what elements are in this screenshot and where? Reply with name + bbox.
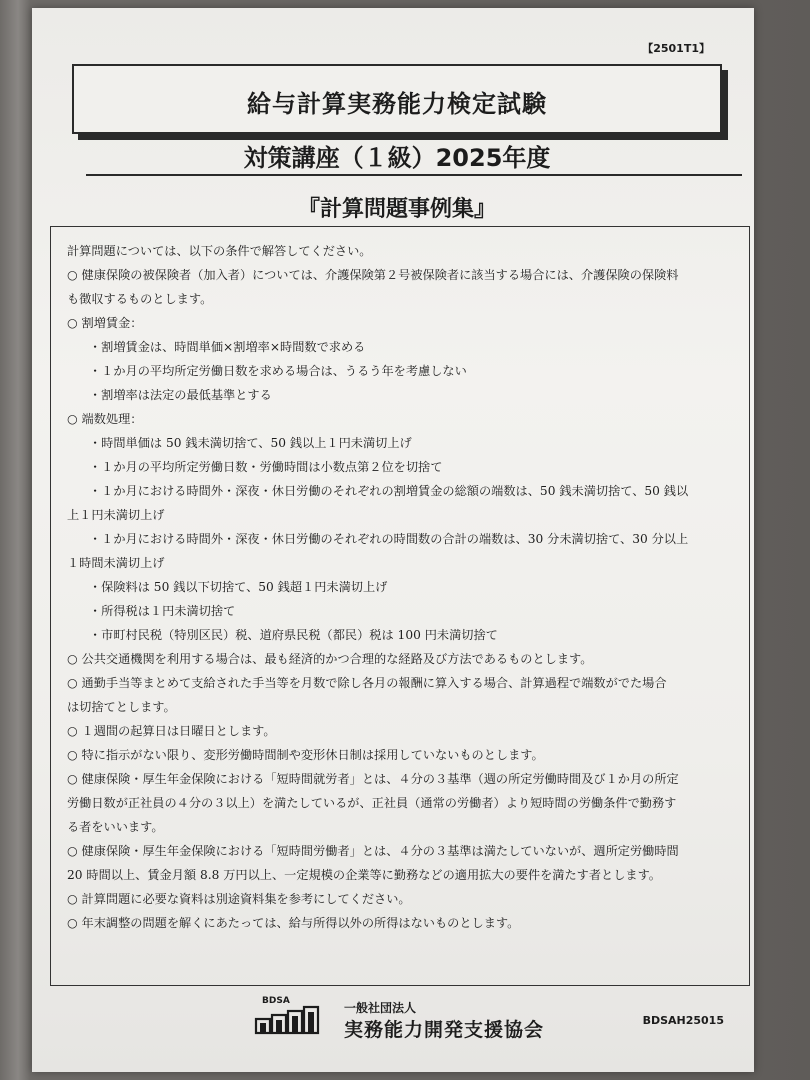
document-code-top: 【2501T1】 bbox=[642, 42, 710, 55]
org-type-label: 一般社団法人 bbox=[344, 1001, 417, 1015]
condition-line: る者をいいます。 bbox=[67, 820, 164, 834]
intro-line: 計算問題については、以下の条件で解答してください。 bbox=[67, 244, 372, 258]
svg-text:BDSA: BDSA bbox=[262, 996, 290, 1006]
condition-line: ○ 健康保険・厚生年金保険における「短時間就労者」とは、４分の３基準（週の所定労働時間及び１か月の所定 bbox=[67, 772, 679, 786]
sub-condition-line: ・所得税は１円未満切捨て bbox=[89, 604, 236, 618]
condition-line: ○ 健康保険・厚生年金保険における「短時間労働者」とは、４分の３基準は満たしていないが、週所定労働時間 bbox=[67, 844, 679, 858]
sub-condition-line: ・１か月の平均所定労働日数・労働時間は小数点第２位を切捨て bbox=[89, 460, 443, 474]
bdsa-logo-icon bbox=[252, 993, 338, 1037]
condition-line: ○ 割増賃金： bbox=[67, 316, 143, 330]
condition-line: も徴収するものとします。 bbox=[67, 292, 213, 306]
condition-line: は切捨てとします。 bbox=[67, 700, 176, 714]
condition-line: 労働日数が正社員の４分の３以上）を満たしているが、正社員（通常の労働者）より短時間の労働条件で勤務す bbox=[67, 796, 677, 810]
sub-condition-line: ・市町村民税（特別区民）税、道府県民税（都民）税は 100 円未満切捨て bbox=[89, 628, 498, 642]
sub-condition-line: １時間未満切上げ bbox=[67, 556, 165, 570]
section-heading: 『計算問題事例集』 bbox=[297, 197, 496, 222]
page-title: 給与計算実務能力検定試験 bbox=[247, 90, 547, 118]
document-code-bottom: BDSAH25015 bbox=[642, 1014, 724, 1027]
publisher-logo bbox=[252, 993, 552, 1043]
condition-line: ○ 公共交通機関を利用する場合は、最も経済的かつ合理的な経路及び方法であるものとします。 bbox=[67, 652, 593, 666]
page-subtitle: 対策講座（１級）2025年度 bbox=[243, 144, 551, 172]
document-page bbox=[32, 8, 754, 1072]
conditions-box bbox=[50, 226, 750, 986]
title-box bbox=[72, 64, 722, 134]
sub-condition-line: ・割増率は法定の最低基準とする bbox=[89, 388, 272, 402]
sub-condition-line: ・保険料は 50 銭以下切捨て、50 銭超１円未満切上げ bbox=[89, 580, 388, 594]
condition-line: ○ 計算問題に必要な資料は別途資料集を参考にしてください。 bbox=[67, 892, 411, 906]
sub-condition-line: ・時間単価は 50 銭未満切捨て、50 銭以上１円未満切上げ bbox=[89, 436, 412, 450]
sub-condition-line: ・割増賃金は、時間単価×割増率×時間数で求める bbox=[89, 340, 366, 354]
condition-line: 20 時間以上、賃金月額 8.8 万円以上、一定規模の企業等に勤務などの適用拡大の要件を満たす者とします。 bbox=[67, 868, 661, 882]
condition-line: ○ 端数処理： bbox=[67, 412, 143, 426]
condition-line: ○ 特に指示がない限り、変形労働時間制や変形休日制は採用していないものとします。 bbox=[67, 748, 544, 762]
sub-condition-line: ・１か月における時間外・深夜・休日労働のそれぞれの割増賃金の総額の端数は、50 銭未満切捨て、50 銭以 bbox=[89, 484, 689, 498]
sub-condition-line: ・１か月の平均所定労働日数を求める場合は、うるう年を考慮しない bbox=[89, 364, 467, 378]
sub-condition-line: ・１か月における時間外・深夜・休日労働のそれぞれの時間数の合計の端数は、30 分未満切捨て、30 分以上 bbox=[89, 532, 689, 546]
condition-line: ○ 健康保険の被保険者（加入者）については、介護保険第２号被保険者に該当する場合には、介護保険の保険料 bbox=[67, 268, 679, 282]
org-name: 実務能力開発支援協会 bbox=[344, 1019, 545, 1041]
sub-condition-line: 上１円未満切上げ bbox=[67, 508, 165, 522]
condition-line: ○ 年末調整の問題を解くにあたっては、給与所得以外の所得はないものとします。 bbox=[67, 916, 520, 930]
divider bbox=[86, 174, 742, 176]
condition-line: ○ １週間の起算日は日曜日とします。 bbox=[67, 724, 276, 738]
condition-line: ○ 通勤手当等まとめて支給された手当等を月数で除し各月の報酬に算入する場合、計算過程で端数がでた場合 bbox=[67, 676, 667, 690]
